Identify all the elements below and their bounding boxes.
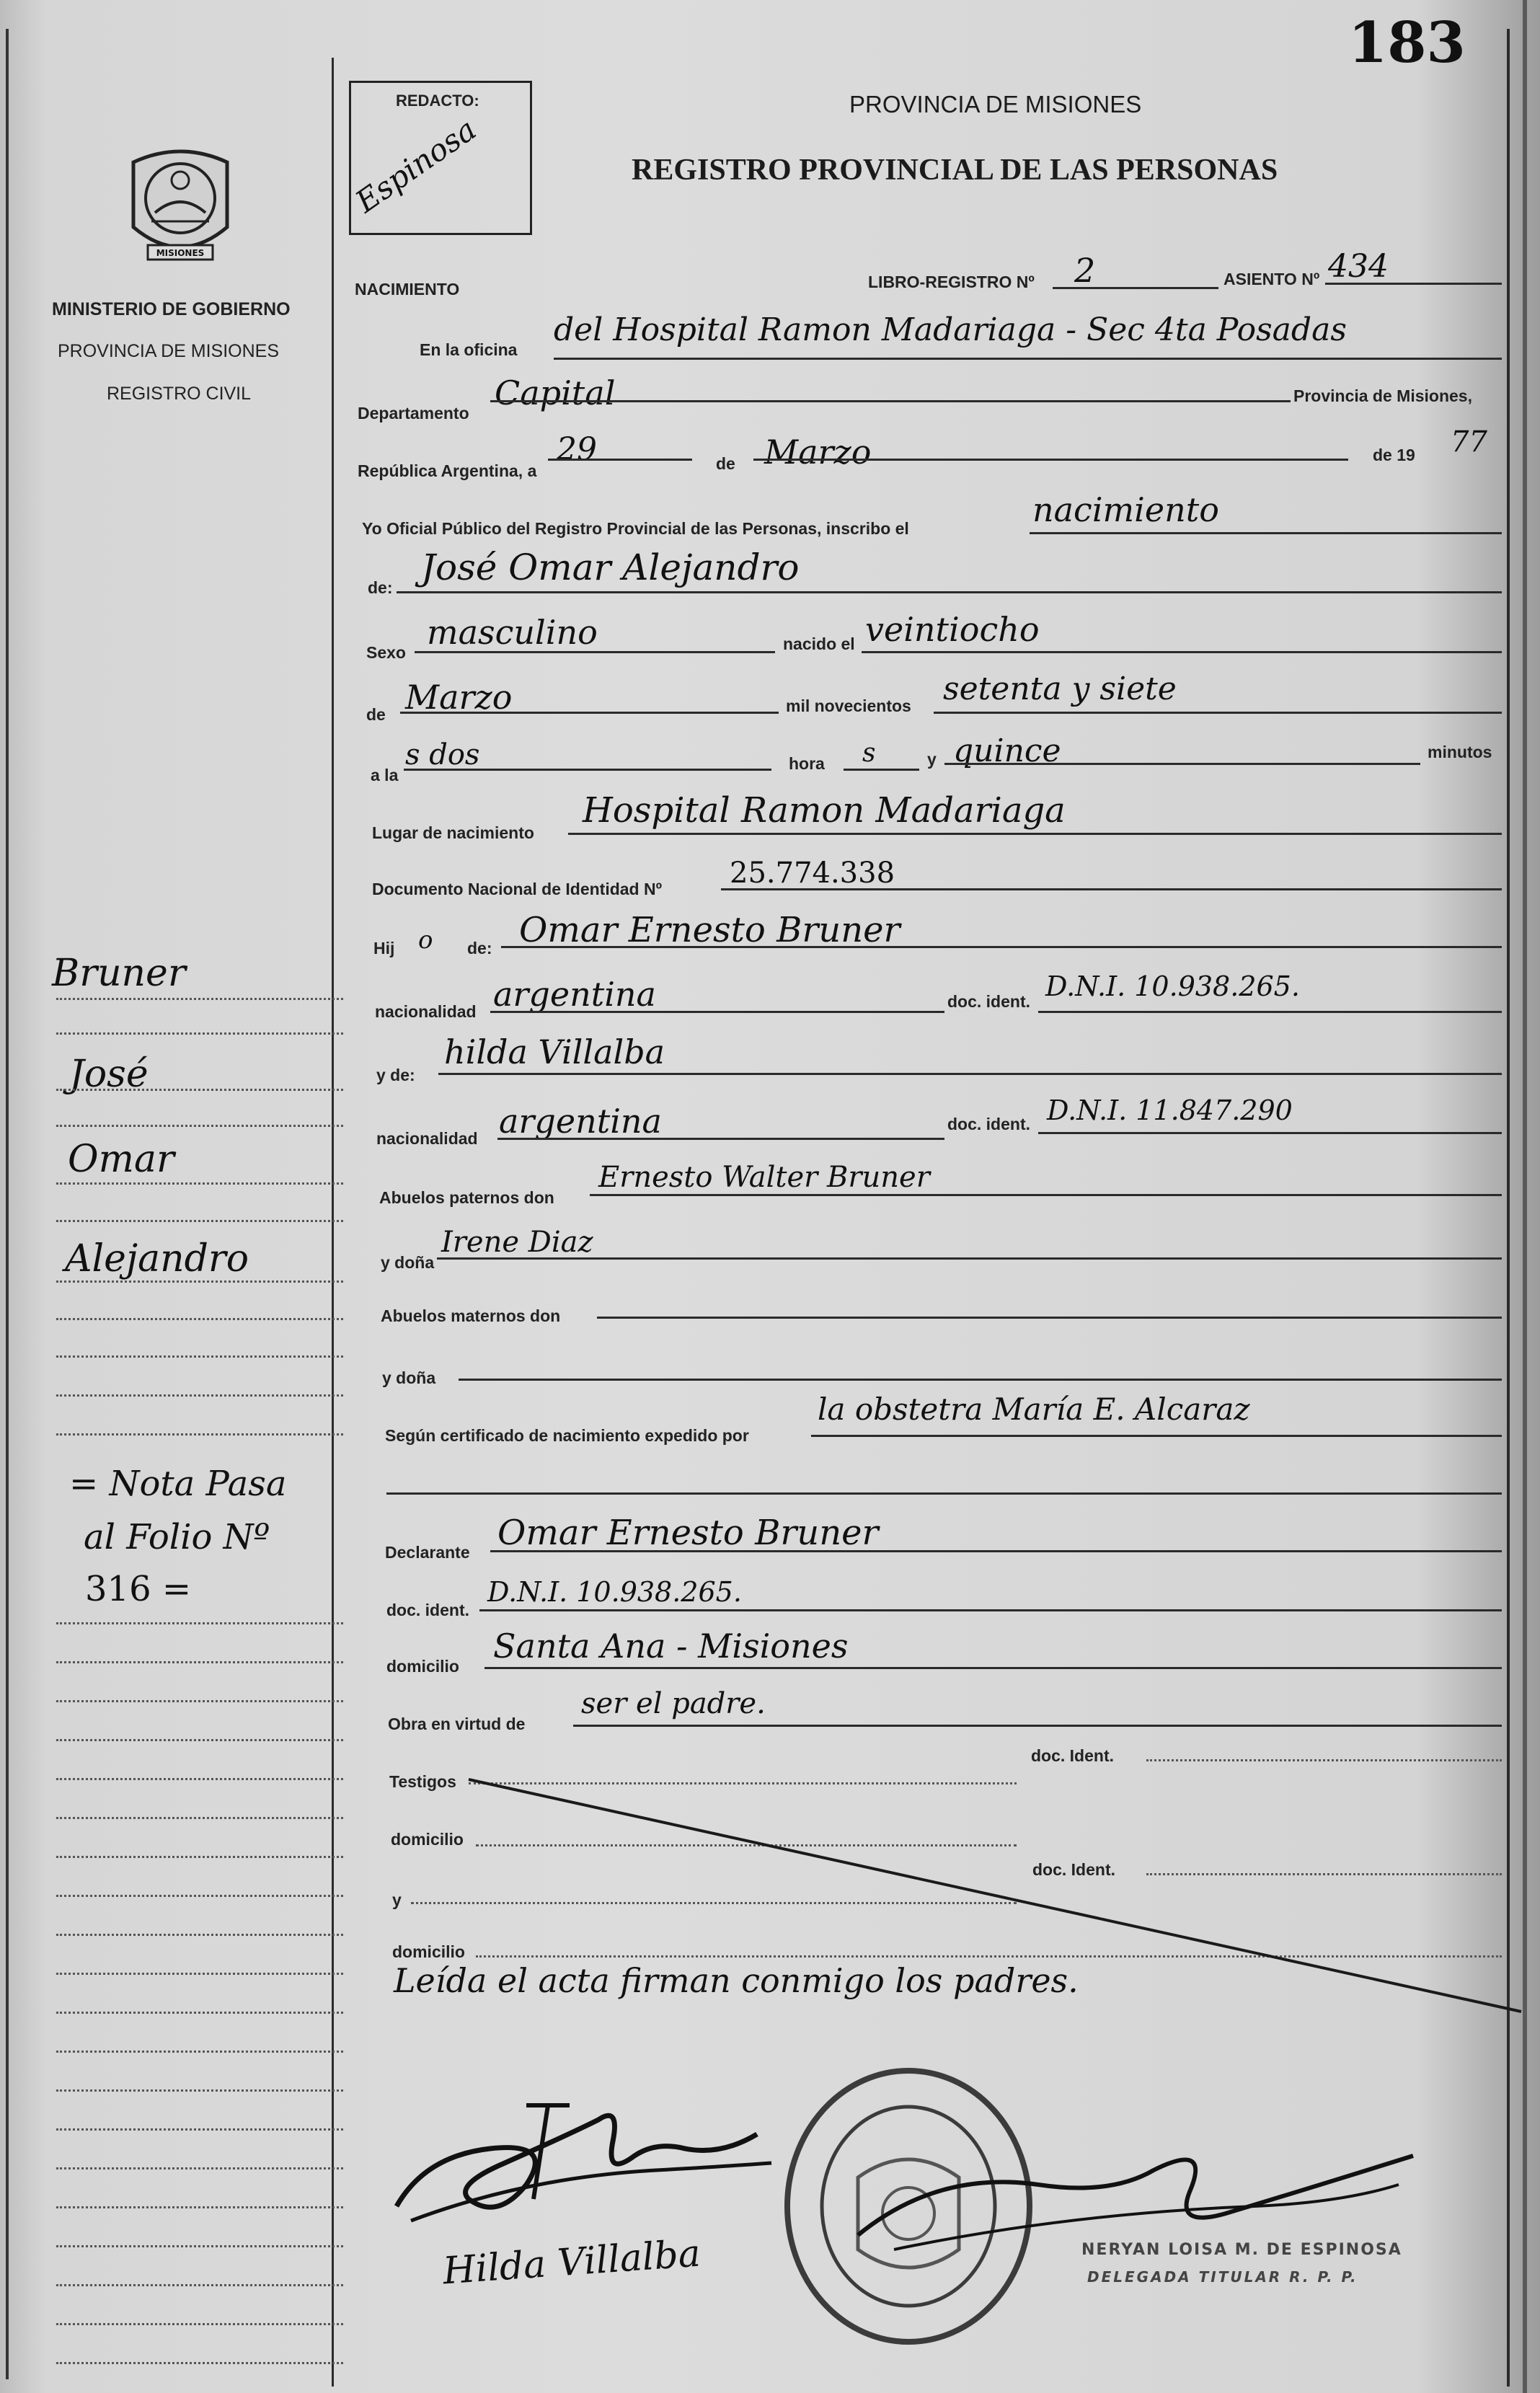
oficial-label: Yo Oficial Público del Registro Provincial de las Personas, inscribo el [362, 519, 909, 538]
dia-value: 29 [557, 431, 597, 468]
abuela-pat-value: Irene Diaz [441, 1226, 593, 1259]
minutos-value: quince [953, 733, 1061, 769]
margin-nota2: al Folio Nº [84, 1517, 270, 1557]
minutos-label: minutos [1428, 743, 1492, 761]
obra-label: Obra en virtud de [388, 1715, 526, 1733]
domicilio2-label: domicilio [391, 1830, 464, 1849]
libro-label: LIBRO-REGISTRO Nº [868, 273, 1035, 291]
lugar-label: Lugar de nacimiento [372, 823, 534, 842]
oficina-value: del Hospital Ramon Madariaga - Sec 4ta Posadas [554, 311, 1347, 348]
oficial-value: nacimiento [1032, 490, 1219, 529]
cert-value: la obstetra María E. Alcaraz [818, 1392, 1250, 1427]
domicilio-label: domicilio [386, 1657, 459, 1676]
docident3-label: doc. ident. [386, 1601, 469, 1619]
abmat-label: Abuelos maternos don [381, 1306, 561, 1325]
doc-madre-value: D.N.I. 11.847.290 [1047, 1094, 1293, 1126]
margin-name1: José [69, 1053, 149, 1096]
margin-nota3: 316 = [85, 1569, 192, 1609]
de3-label: de [366, 705, 386, 724]
de2-label: de: [368, 578, 393, 597]
svg-text:MISIONES: MISIONES [156, 248, 205, 258]
margin-nota1: = Nota Pasa [69, 1464, 287, 1504]
domicilio3-label: domicilio [392, 1942, 465, 1961]
mother-signature: Hilda Villalba [441, 2231, 702, 2294]
header-title: REGISTRO PROVINCIAL DE LAS PERSONAS [632, 154, 1278, 187]
ministry-label: MINISTERIO DE GOBIERNO [52, 299, 291, 319]
abpat-label: Abuelos paternos don [379, 1188, 554, 1207]
hijo-de-label: de: [467, 939, 492, 957]
ydona2-label: y doña [382, 1368, 436, 1387]
margin-surname: Bruner [52, 952, 186, 995]
anio-value: 77 [1451, 425, 1487, 459]
act-type-label: NACIMIENTO [355, 280, 460, 298]
nac2-label: nacionalidad [376, 1129, 478, 1148]
header-province: PROVINCIA DE MISIONES [849, 91, 1142, 118]
closing-value: Leída el acta firman conmigo los padres. [394, 1961, 1079, 2000]
province-label: PROVINCIA DE MISIONES [58, 341, 280, 361]
father-signature-icon [382, 2076, 786, 2235]
lugar-value: Hospital Ramon Madariaga [583, 790, 1066, 831]
margin-name2: Omar [68, 1138, 174, 1181]
margin-name3: Alejandro [65, 1237, 249, 1280]
y2-label: y [392, 1890, 402, 1909]
redacto-label: REDACTO: [396, 92, 479, 110]
alas-value: s dos [405, 738, 480, 771]
madre-value: hilda Villalba [444, 1032, 665, 1071]
docident-label: doc. ident. [947, 992, 1030, 1011]
nac-padre-value: argentina [493, 975, 656, 1014]
abpat-value: Ernesto Walter Bruner [598, 1161, 930, 1194]
sexo-value: masculino [427, 613, 598, 652]
departamento-label: Departamento [358, 404, 469, 423]
sexo-label: Sexo [366, 643, 406, 662]
official-role-stamp: DELEGADA TITULAR R. P. P. [1087, 2268, 1358, 2286]
libro-value: 2 [1074, 251, 1096, 290]
testigos-label: Testigos [389, 1772, 456, 1791]
page-number: 183 [1348, 10, 1466, 76]
hijo-label: Hij [373, 939, 395, 957]
nac-madre-value: argentina [499, 1102, 662, 1141]
mes2-value: Marzo [405, 678, 513, 717]
de19-label: de 19 [1373, 446, 1415, 464]
official-name-stamp: NERYAN LOISA M. DE ESPINOSA [1081, 2241, 1402, 2259]
domicilio-value: Santa Ana - Misiones [493, 1627, 849, 1666]
padre-value: Omar Ernesto Bruner [519, 910, 900, 950]
cert-label: Según certificado de nacimiento expedido por [385, 1426, 749, 1445]
republica-label: República Argentina, a [358, 461, 537, 480]
declarante-value: Omar Ernesto Bruner [497, 1513, 879, 1553]
oficina-label: En la oficina [420, 340, 518, 359]
dni-value: 25.774.338 [730, 857, 895, 890]
milnov-value: setenta y siete [943, 671, 1177, 707]
y-label: y [927, 750, 937, 769]
docident4-label: doc. Ident. [1031, 1746, 1114, 1765]
asiento-label: ASIENTO Nº [1223, 270, 1320, 288]
nombre-value: José Omar Alejandro [421, 547, 800, 588]
nacido-label: nacido el [783, 634, 855, 653]
docident5-label: doc. Ident. [1032, 1860, 1115, 1879]
provincia-label: Provincia de Misiones, [1293, 386, 1472, 405]
mes-value: Marzo [764, 433, 872, 472]
doc-decl-value: D.N.I. 10.938.265. [487, 1576, 742, 1608]
yde-label: y de: [376, 1066, 415, 1084]
milnov-label: mil novecientos [786, 696, 911, 715]
ydona-label: y doña [381, 1253, 435, 1272]
asiento-value: 434 [1328, 248, 1389, 285]
nacido-value: veintiocho [865, 610, 1040, 649]
redacto-signature: Espinosa [349, 111, 483, 220]
obra-value: ser el padre. [581, 1687, 766, 1720]
doc-padre-value: D.N.I. 10.938.265. [1045, 970, 1300, 1002]
nac-label: nacionalidad [375, 1002, 477, 1021]
hijo-suffix: o [418, 926, 433, 955]
alas-label: a la [371, 766, 399, 784]
hora-label: hora [789, 754, 825, 773]
de-label: de [716, 454, 735, 473]
departamento-value: Capital [495, 373, 616, 412]
registry-label: REGISTRO CIVIL [107, 384, 252, 404]
docident2-label: doc. ident. [947, 1115, 1030, 1133]
declarante-label: Declarante [385, 1543, 470, 1562]
dni-label: Documento Nacional de Identidad Nº [372, 880, 662, 898]
hora-value: s [862, 738, 876, 768]
